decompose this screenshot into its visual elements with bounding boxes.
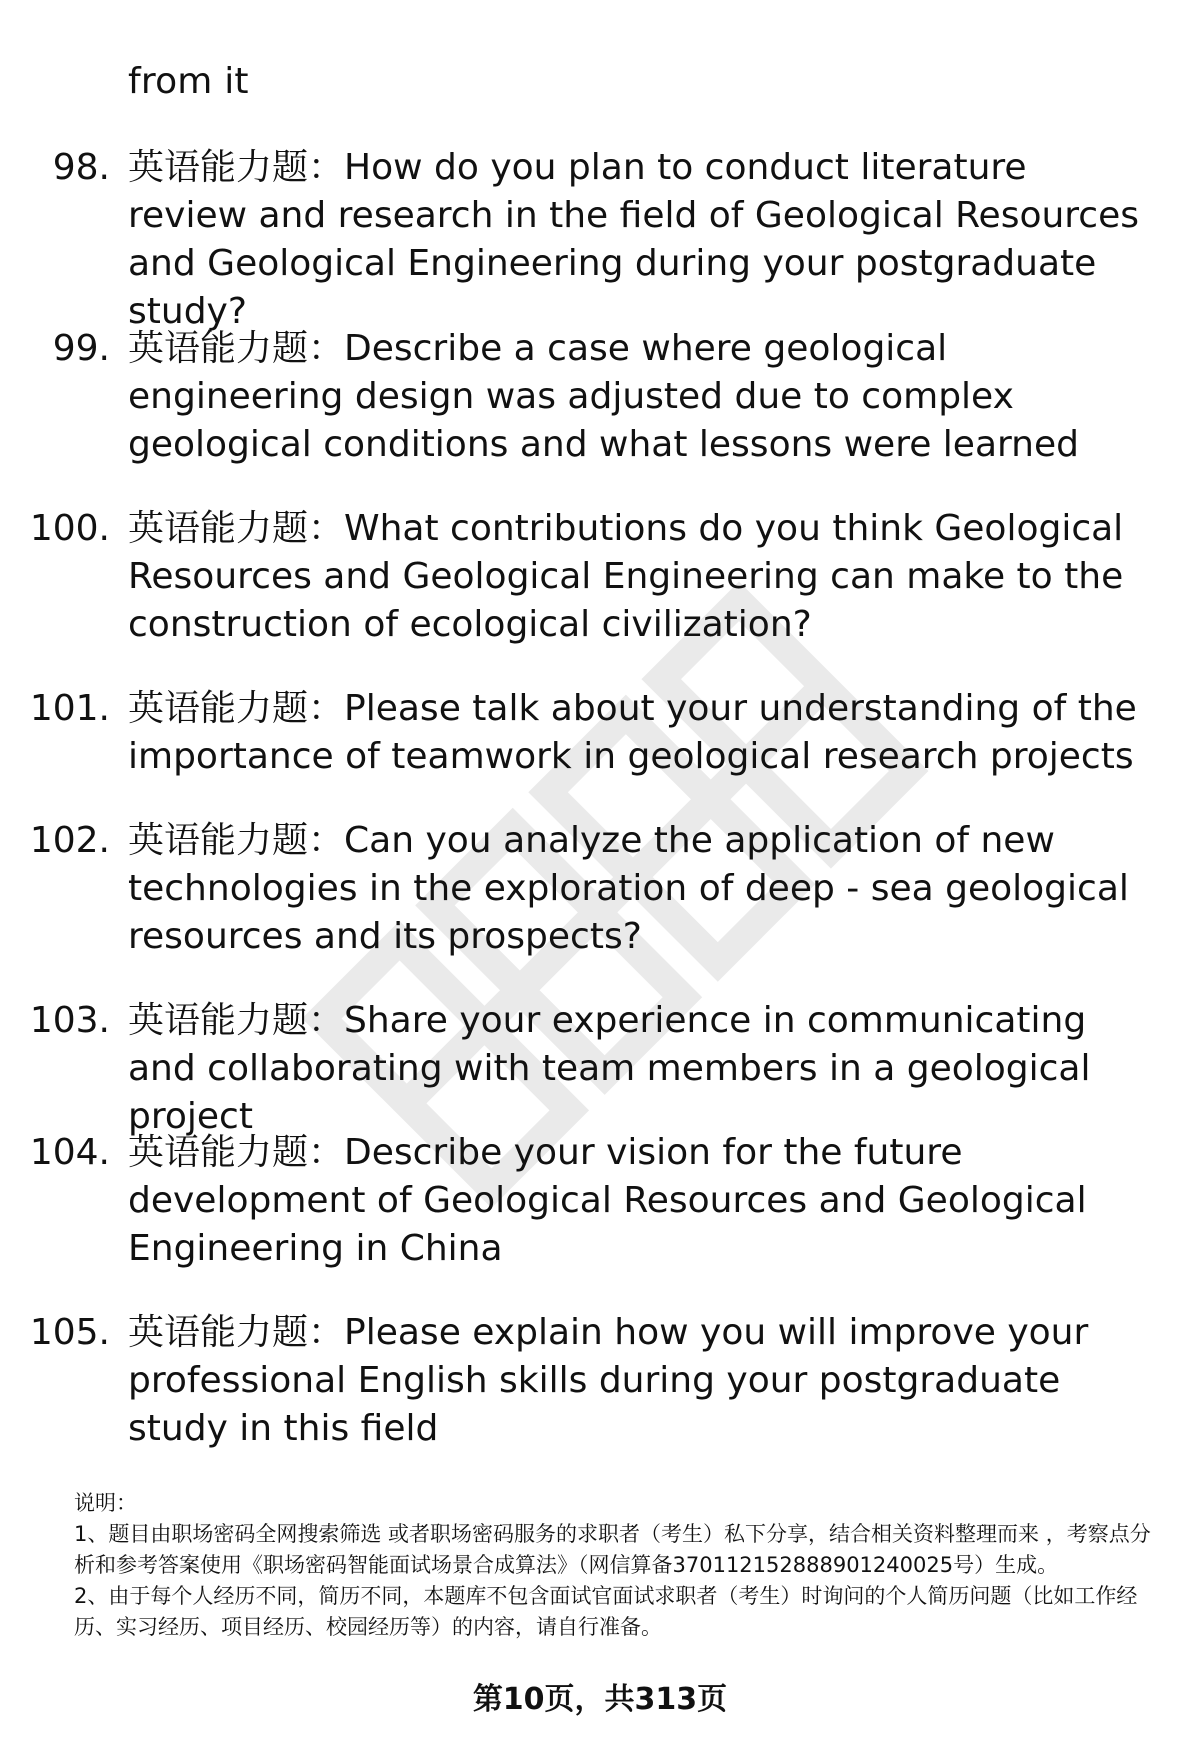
page-number-footer: 第10页，共313页 (472, 1682, 728, 1717)
question-prefix: 英语能力题： (128, 1132, 345, 1173)
question-body (128, 325, 1148, 469)
question-body (128, 144, 1148, 336)
question-prefix: 英语能力题： (128, 508, 345, 549)
question-number: 99. (52, 328, 110, 369)
question-number: 103. (29, 1000, 110, 1041)
continuation-text: from it (128, 61, 249, 102)
question-body (128, 817, 1148, 961)
notes-item-1: 1、题目由职场密码全网搜索筛选 或者职场密码服务的求职者（考生）私下分享，结合相关资料整理而来 ，考察点分析和参考答案使用《职场密码智能面试场景合成算法》（网信算备370112152888901240025号）生成。 (74, 1522, 1151, 1577)
notes-section (74, 1488, 1154, 1643)
question-number: 104. (29, 1132, 110, 1173)
question-text: Describe a case where geological engineering design was adjusted due to complex geological conditions and what lessons were learned (128, 328, 1079, 465)
question-prefix: 英语能力题： (128, 328, 345, 369)
question-body (128, 685, 1148, 781)
question-body (128, 1129, 1148, 1273)
question-number: 98. (52, 147, 110, 188)
question-number: 105. (29, 1312, 110, 1353)
question-body (128, 1309, 1148, 1453)
question-text: Share your experience in communicating and collaborating with team members in a geological project (128, 1000, 1091, 1137)
question-number: 101. (29, 688, 110, 729)
question-text: Please talk about your understanding of the importance of teamwork in geological research projects (128, 688, 1137, 777)
question-number: 102. (29, 820, 110, 861)
question-body (128, 505, 1148, 649)
question-prefix: 英语能力题： (128, 820, 345, 861)
question-body (128, 997, 1148, 1141)
question-prefix: 英语能力题： (128, 1000, 345, 1041)
question-prefix: 英语能力题： (128, 688, 345, 729)
question-number: 100. (29, 508, 110, 549)
question-text: Can you analyze the application of new technologies in the exploration of deep - sea geological resources and its prospects? (128, 820, 1129, 957)
question-text: Describe your vision for the future development of Geological Resources and Geological Engineering in China (128, 1132, 1087, 1269)
notes-heading: 说明： (74, 1491, 137, 1515)
question-text: Please explain how you will improve your professional English skills during your postgraduate study in this field (128, 1312, 1089, 1449)
question-prefix: 英语能力题： (128, 1312, 345, 1353)
question-text: What contributions do you think Geological Resources and Geological Engineering can make to the construction of ecological civilization? (128, 508, 1124, 645)
notes-item-2: 2、由于每个人经历不同，简历不同，本题库不包含面试官面试求职者（考生）时询问的个人简历问题（比如工作经历、实习经历、项目经历、校园经历等）的内容，请自行准备。 (74, 1584, 1138, 1639)
question-prefix: 英语能力题： (128, 147, 345, 188)
question-text: How do you plan to conduct literature review and research in the field of Geological Resources and Geological Engineering during your postgraduate study? (128, 147, 1140, 332)
